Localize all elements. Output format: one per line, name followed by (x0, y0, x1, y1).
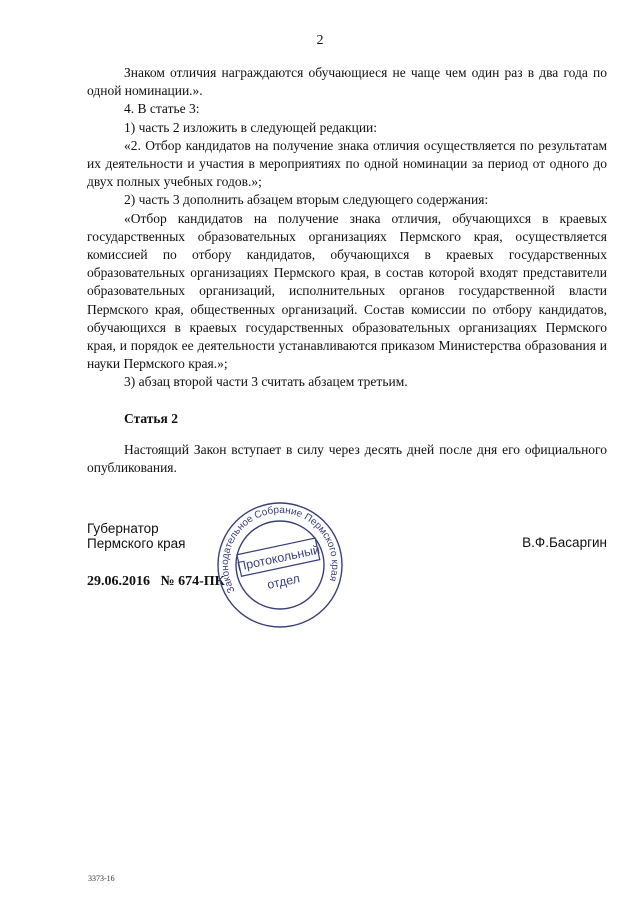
stamp-ring-text: Законодательное Собрание Пермского края (219, 504, 341, 595)
law-number: № 674-ПК (160, 574, 225, 589)
paragraph: «2. Отбор кандидатов на получение знака отличия осуществляется по результатам их деятельности и участия в мероприятиях по одной номинации за период от одного до двух полных учебных годов.»; (87, 137, 607, 190)
paragraph: 2) часть 3 дополнить абзацем вторым следующего содержания: (124, 192, 489, 208)
official-stamp (215, 500, 345, 630)
article-text: Настоящий Закон вступает в силу через десять дней после дня его официального опубликования. (87, 441, 607, 476)
page-number: 2 (316, 33, 324, 48)
law-date: 29.06.2016 (87, 574, 150, 589)
article-heading: Статья 2 (124, 410, 178, 426)
paragraph: 3) абзац второй части 3 считать абзацем третьим. (124, 374, 408, 390)
paragraph: 4. В статье 3: (124, 101, 200, 117)
signatory-title-line2: Пермского края (87, 536, 186, 551)
paragraph: 1) часть 2 изложить в следующей редакции: (124, 119, 378, 135)
signatory-name: В.Ф.Басаргин (522, 535, 607, 550)
signatory-title (87, 521, 185, 551)
paragraph: «Отбор кандидатов на получение знака отличия, обучающихся в краевых государственных образовательных организациях Пермского края, осуществляется комиссией по отбору кандидатов, обучающихся в краевых государственных образовательных организациях Пермского края, в состав которой входят представители образовательных организаций, исполнительных органов государственной власти Пермского края, общественных организаций. Состав комиссии по отбору кандидатов, обучающихся в краевых государственных образовательных организациях Пермского края, и порядок ее деятельности устанавливаются приказом Министерства образования и науки Пермского края.»; (87, 210, 607, 372)
document-code: 3373-16 (88, 874, 115, 883)
stamp-center-line2: отдел (265, 571, 302, 592)
document-body (87, 64, 607, 477)
signatory-title-line1: Губернатор (87, 521, 159, 536)
stamp-center-line1: Протокольный (235, 542, 322, 574)
paragraph: Знаком отличия награждаются обучающиеся не чаще чем один раз в два года по одной номинации.». (87, 65, 607, 99)
law-reference (87, 574, 225, 590)
